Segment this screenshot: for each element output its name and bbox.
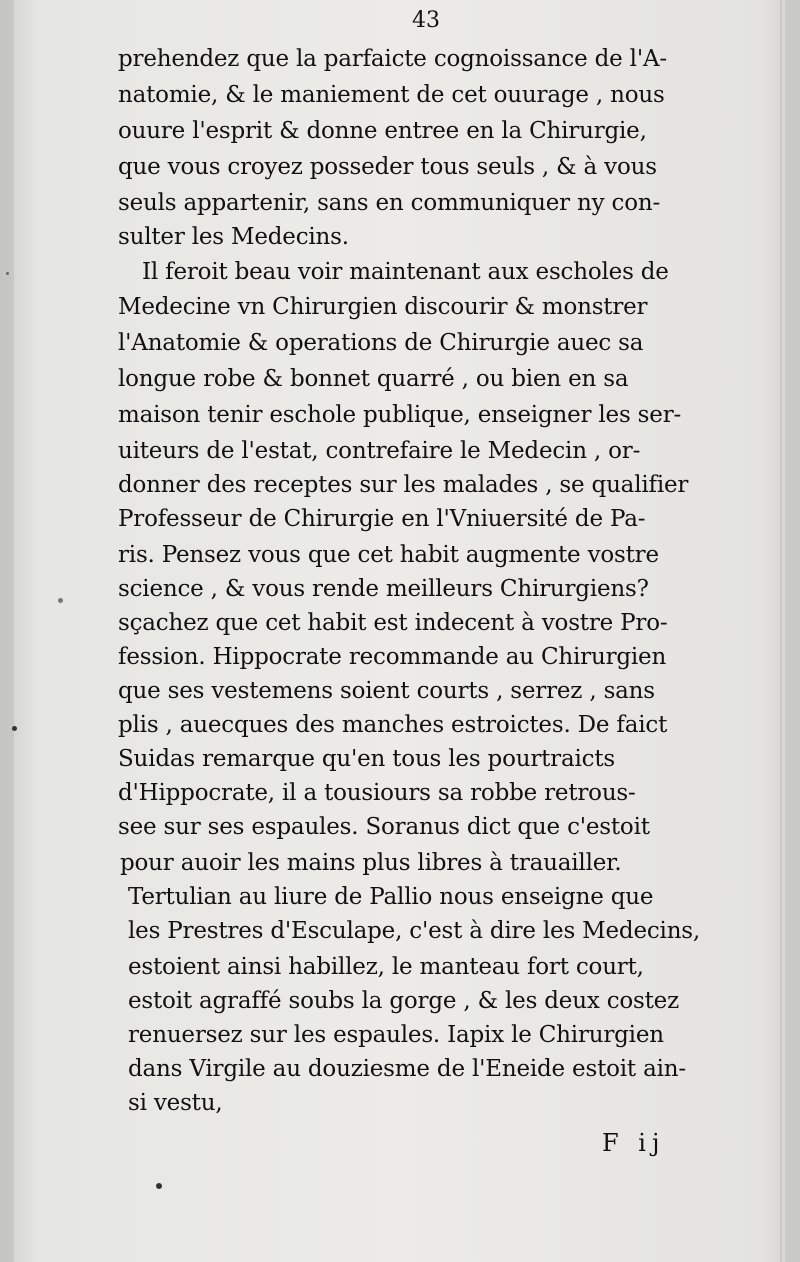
text-line-25: Tertulian au liure de Pallio nous enseigne que xyxy=(128,884,654,910)
text-line-9: l'Anatomie & operations de Chirurgie auec sa xyxy=(118,330,644,356)
ink-speck xyxy=(6,272,9,275)
text-line-22: d'Hippocrate, il a tousiours sa robbe retrous- xyxy=(118,780,636,806)
text-line-17: sçachez que cet habit est indecent à vostre Pro- xyxy=(118,610,668,636)
ink-speck xyxy=(156,1183,162,1189)
text-line-29: renuersez sur les espaules. Iapix le Chirurgien xyxy=(128,1022,664,1048)
text-line-31: si vestu, xyxy=(128,1090,223,1116)
text-line-3: ouure l'esprit & donne entree en la Chirurgie, xyxy=(118,118,647,144)
text-line-26: les Prestres d'Esculape, c'est à dire les Medecins, xyxy=(128,918,701,944)
text-line-2: natomie, & le maniement de cet ouurage , nous xyxy=(118,82,665,108)
text-line-24: pour auoir les mains plus libres à trauailler. xyxy=(120,850,622,876)
text-line-16: science , & vous rende meilleurs Chirurgiens? xyxy=(118,576,649,602)
text-line-23: see sur ses espaules. Soranus dict que c'estoit xyxy=(118,814,650,840)
text-line-27: estoient ainsi habillez, le manteau fort court, xyxy=(128,954,644,980)
text-line-7: Il feroit beau voir maintenant aux escholes de xyxy=(142,259,669,285)
signature-mark: F ij xyxy=(602,1129,666,1157)
text-line-30: dans Virgile au douziesme de l'Eneide estoit ain- xyxy=(128,1056,686,1082)
text-line-13: donner des receptes sur les malades , se qualifier xyxy=(118,472,689,498)
ink-speck xyxy=(12,726,17,731)
text-line-1: prehendez que la parfaicte cognoissance de l'A- xyxy=(118,46,667,72)
text-line-11: maison tenir eschole publique, enseigner les ser- xyxy=(118,402,682,428)
text-line-28: estoit agraffé soubs la gorge , & les deux costez xyxy=(128,988,680,1014)
text-line-8: Medecine vn Chirurgien discourir & monstrer xyxy=(118,294,648,320)
text-line-20: plis , auecques des manches estroictes. De faict xyxy=(118,712,668,738)
text-line-4: que vous croyez posseder tous seuls , & à vous xyxy=(118,154,657,180)
text-line-14: Professeur de Chirurgie en l'Vniuersité de Pa- xyxy=(118,506,646,532)
text-line-21: Suidas remarque qu'en tous les pourtraicts xyxy=(118,746,615,772)
text-line-19: que ses vestemens soient courts , serrez , sans xyxy=(118,678,655,704)
text-line-5: seuls appartenir, sans en communiquer ny con- xyxy=(118,190,661,216)
text-line-6: sulter les Medecins. xyxy=(118,224,349,250)
text-line-18: fession. Hippocrate recommande au Chirurgien xyxy=(118,644,667,670)
text-line-12: uiteurs de l'estat, contrefaire le Medecin , or- xyxy=(118,438,641,464)
ink-speck xyxy=(58,598,63,603)
text-line-10: longue robe & bonnet quarré , ou bien en sa xyxy=(118,366,629,392)
text-line-15: ris. Pensez vous que cet habit augmente vostre xyxy=(118,542,659,568)
page-number: 43 xyxy=(412,8,440,33)
